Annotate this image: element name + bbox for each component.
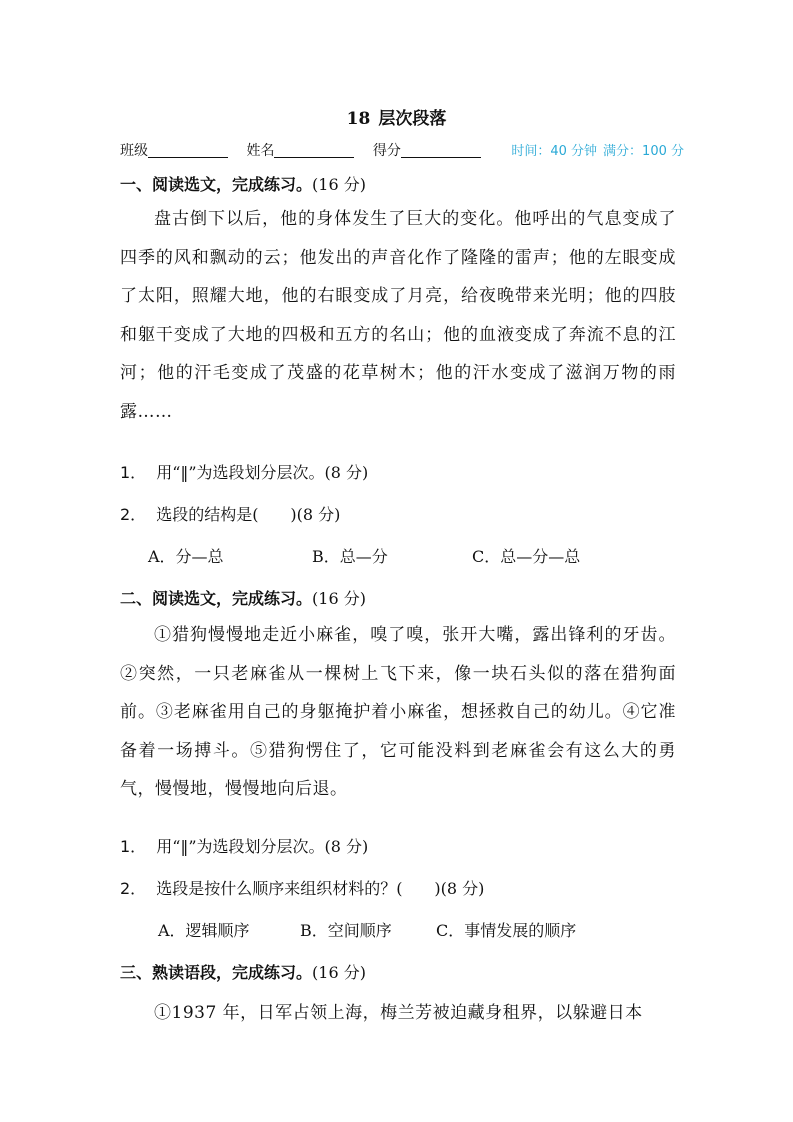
passage: ①猎狗慢慢地走近小麻雀，嗅了嗅，张开大嘴，露出锋利的牙齿。②突然，一只老麻雀从一棵树上飞下来，像一块石头似的落在猎狗面前。③老麻雀用自己的身躯掩护着小麻雀，想拯救自己的幼儿。④它准备着一场搏斗。⑤猎狗愣住了，它可能没料到老麻雀会有这么大的勇气，慢慢地，慢慢地向后退。 — [120, 625, 676, 799]
time-info — [511, 144, 690, 159]
option-c[interactable]: C．事情发展的顺序 — [436, 921, 577, 940]
student-info-row — [120, 140, 684, 160]
section-heading-text: 二、阅读选文，完成练习。 — [120, 589, 313, 608]
section-heading — [120, 586, 366, 609]
question-number: 2． — [120, 505, 147, 524]
question — [120, 502, 340, 525]
question — [120, 876, 484, 899]
question-text: 选段的结构是( )(8 分) — [156, 505, 341, 524]
question-text: 用“‖”为选段划分层次。(8 分) — [156, 837, 369, 856]
option-b[interactable]: B．空间顺序 — [300, 921, 392, 940]
passage: 盘古倒下以后，他的身体发生了巨大的变化。他呼出的气息变成了四季的风和飘动的云；他发出的声音化作了隆隆的雷声；他的左眼变成了太阳，照耀大地，他的右眼变成了月亮，给夜晚带来光明；他的四肢和躯干变成了大地的四极和五方的名山；他的血液变成了奔流不息的江河；他的汗毛变成了茂盛的花草树木；他的汗水变成了滋润万物的雨露…… — [120, 209, 676, 422]
section-heading — [120, 172, 366, 195]
score-blank[interactable] — [401, 143, 481, 158]
question-number: 1． — [120, 463, 147, 482]
question-number: 1． — [120, 837, 147, 856]
section-points: (16 分) — [312, 963, 366, 982]
name-blank[interactable] — [274, 143, 354, 158]
question — [120, 460, 368, 483]
score-label: 得分 — [372, 143, 401, 159]
class-blank[interactable] — [148, 143, 228, 158]
section-heading — [120, 960, 366, 983]
question-number: 2． — [120, 879, 147, 898]
passage: ①1937 年，日军占领上海，梅兰芳被迫藏身租界，以躲避日本 — [154, 1003, 643, 1023]
question-text: 选段是按什么顺序来组织材料的？( )(8 分) — [156, 879, 485, 898]
time-limit: 时间：40 分钟 — [511, 144, 598, 159]
section-points: (16 分) — [312, 175, 366, 194]
name-label: 姓名 — [246, 143, 275, 159]
option-c[interactable]: C．总—分—总 — [472, 547, 581, 566]
page-title — [0, 104, 793, 129]
full-score: 满分：100 分 — [603, 144, 684, 159]
class-label: 班级 — [120, 143, 148, 159]
question — [120, 834, 368, 857]
option-a[interactable]: A．逻辑顺序 — [158, 921, 250, 940]
option-b[interactable]: B．总—分 — [312, 547, 388, 566]
option-a[interactable]: A．分—总 — [148, 547, 224, 566]
section-heading-text: 一、阅读选文，完成练习。 — [120, 175, 313, 194]
lesson-number: 18 — [346, 109, 371, 129]
section-points: (16 分) — [312, 589, 366, 608]
question-text: 用“‖”为选段划分层次。(8 分) — [156, 463, 369, 482]
lesson-title: 层次段落 — [378, 109, 447, 129]
section-heading-text: 三、熟读语段，完成练习。 — [120, 963, 313, 982]
